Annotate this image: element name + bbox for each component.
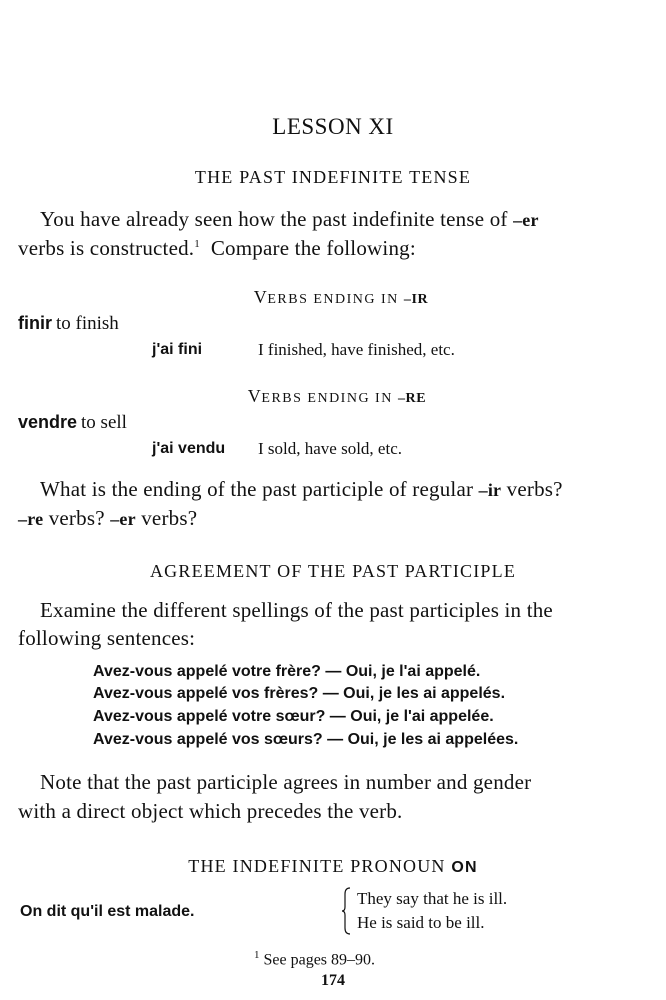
form-jai-vendu: j'ai vendu (152, 440, 226, 457)
example-sentence: Avez-vous appelé votre sœur? — Oui, je l'ai appelée. (93, 708, 494, 725)
question-line-2: –re verbs? –er verbs? (18, 506, 198, 530)
form-jai-fini-meaning: I finished, have finished, etc. (258, 340, 455, 359)
subheading-verbs-ir: VERBS ENDING IN –IR (253, 287, 429, 307)
section-heading-agreement: AGREEMENT OF THE PAST PARTICIPLE (149, 561, 517, 581)
form-jai-vendu-meaning: I sold, have sold, etc. (258, 439, 402, 458)
example-sentence: Avez-vous appelé vos sœurs? — Oui, je les ai appelées. (93, 731, 519, 748)
form-jai-fini: j'ai fini (152, 341, 203, 358)
translation-1: They say that he is ill. (357, 889, 508, 908)
intro-line-1: You have already seen how the past indefinite tense of –er (40, 207, 539, 231)
intro-line-2: verbs is constructed.$^1$ Compare the following: (18, 236, 416, 260)
footnote-ref: 1 (194, 238, 200, 250)
footnote: $^1$ See pages 89–90. (254, 949, 376, 969)
question-line-1: What is the ending of the past participle of regular –ir verbs? (40, 477, 563, 501)
on-example: On dit qu'il est malade. (20, 903, 195, 920)
page-number: 174 (321, 972, 345, 989)
note-line-2: with a direct object which precedes the verb. (18, 799, 403, 823)
section-heading-past-indefinite: THE PAST INDEFINITE TENSE (194, 167, 472, 187)
examine-line-1: Examine the different spellings of the past participles in the (40, 598, 553, 622)
examine-line-2: following sentences: (18, 626, 196, 650)
section-heading-indefinite-pronoun: THE INDEFINITE PRONOUN ON (188, 856, 478, 876)
lesson-title: LESSON XI (272, 114, 394, 139)
verb-vendre: vendre to sell (18, 412, 127, 433)
subheading-verbs-re: VERBS ENDING IN –RE (247, 386, 427, 406)
example-sentence: Avez-vous appelé votre frère? — Oui, je l'ai appelé. (93, 663, 481, 680)
example-sentence: Avez-vous appelé vos frères? — Oui, je les ai appelés. (93, 685, 506, 702)
translation-2: He is said to be ill. (357, 913, 485, 932)
verb-finir: finir to finish (18, 313, 119, 334)
note-line-1: Note that the past participle agrees in number and gender (40, 770, 532, 794)
brace-icon (341, 887, 351, 935)
